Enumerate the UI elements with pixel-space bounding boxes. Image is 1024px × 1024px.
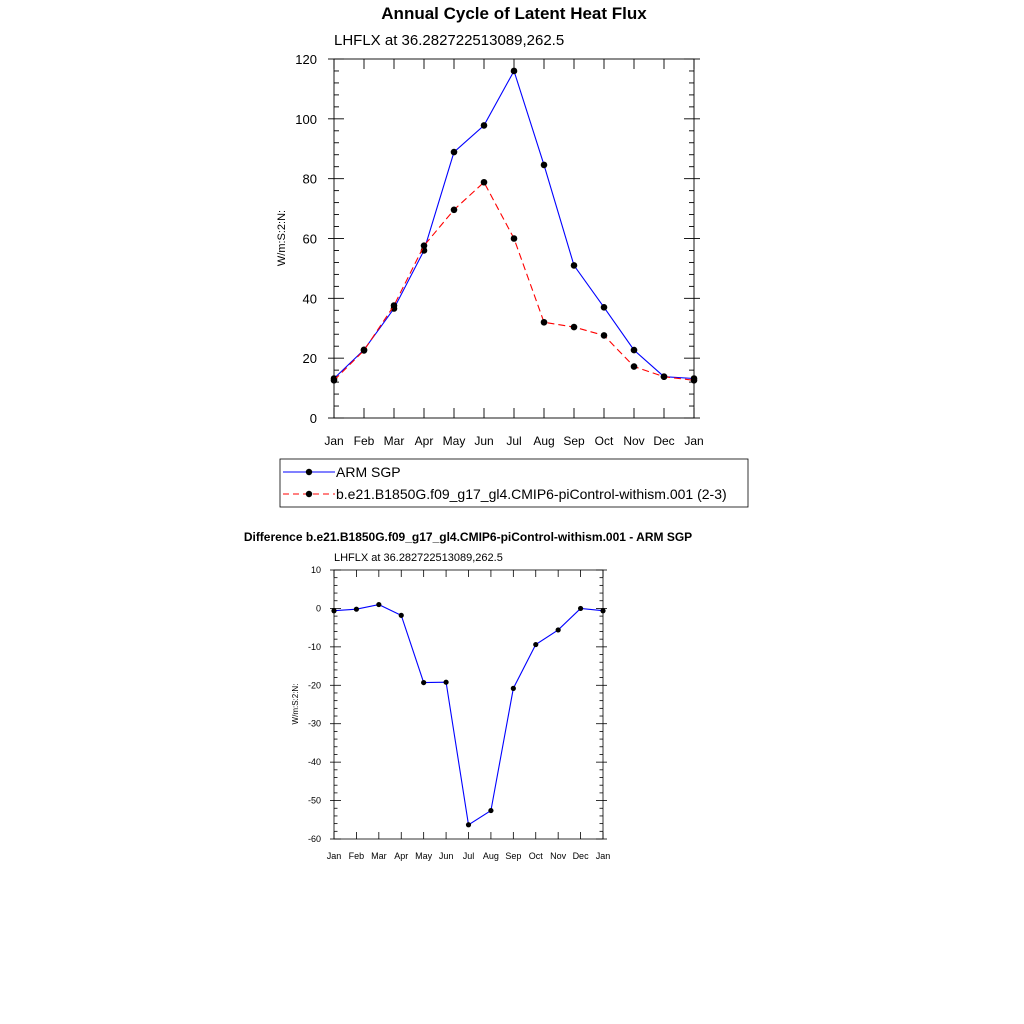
diff-xtick-label: Jul [462, 851, 475, 861]
diff-series-0-point [331, 608, 336, 613]
diff-plot-frame [334, 570, 603, 839]
main-xtick-label: Aug [533, 434, 555, 448]
main-chart-subtitle: LHFLX at 36.282722513089,262.5 [334, 32, 565, 49]
diff-xtick-label: Jan [595, 851, 611, 861]
diff-xtick-label: Dec [572, 851, 589, 861]
main-series-0-point [541, 162, 548, 169]
diff-xtick-label: Apr [394, 851, 409, 861]
diff-series-0-point [354, 607, 359, 612]
diff-chart-plot [308, 565, 610, 861]
diff-series-line-0 [334, 605, 603, 825]
diff-xtick-label: Mar [371, 851, 387, 861]
main-xtick-label: Jan [684, 434, 704, 448]
main-series-1-point [331, 377, 338, 384]
main-series-1-point [541, 319, 548, 326]
diff-ytick-label: -40 [307, 757, 321, 768]
diff-chart-subtitle: LHFLX at 36.282722513089,262.5 [334, 552, 503, 564]
main-ytick-label: 0 [309, 411, 317, 426]
main-series-1-point [571, 324, 578, 331]
main-xtick-label: Jul [506, 434, 522, 448]
legend-label-model: b.e21.B1850G.f09_g17_gl4.CMIP6-piControl-withism.001 (2-3) [336, 486, 727, 502]
main-ytick-label: 100 [295, 111, 317, 127]
diff-series-0-point [399, 613, 404, 618]
main-ytick-label: 60 [302, 231, 317, 247]
diff-series-0-point [578, 606, 583, 611]
main-xtick-label: Apr [414, 434, 434, 448]
main-chart-plot [295, 52, 703, 448]
main-xtick-label: Nov [623, 434, 645, 448]
diff-series-0-point [466, 822, 471, 827]
main-ytick-label: 80 [302, 171, 317, 187]
diff-series-0-point [533, 642, 538, 647]
main-ytick-label: 120 [295, 52, 317, 67]
main-series-1-point [691, 377, 698, 384]
diff-xtick-label: Sep [505, 851, 522, 861]
diff-ytick-label: -10 [307, 641, 321, 652]
main-series-1-point [631, 363, 638, 370]
main-series-line-0 [334, 71, 694, 379]
main-chart-ylabel: W/m:S:2:N: [276, 209, 288, 267]
diff-xtick-label: Jan [326, 851, 342, 861]
diff-series-0-point [421, 680, 426, 685]
diff-series-0-point [376, 602, 381, 607]
main-ytick-label: 40 [302, 291, 317, 307]
main-series-1-point [451, 206, 458, 213]
main-xtick-label: Dec [653, 434, 675, 448]
diff-ytick-label: -30 [307, 718, 321, 729]
legend-marker-obs [306, 469, 312, 475]
main-series-0-point [511, 68, 518, 75]
main-xtick-label: Feb [353, 434, 375, 448]
diff-xtick-label: Oct [528, 851, 543, 861]
main-xtick-label: May [442, 434, 466, 448]
main-xtick-label: Mar [383, 434, 405, 448]
main-series-0-point [571, 262, 578, 269]
main-series-0-point [631, 347, 638, 354]
diff-series-0-point [443, 680, 448, 685]
diff-xtick-label: Aug [482, 851, 499, 861]
main-series-1-point [361, 347, 368, 354]
main-series-1-point [481, 179, 488, 186]
diff-ytick-label: -50 [307, 795, 321, 806]
main-series-line-1 [334, 182, 694, 380]
legend-label-obs: ARM SGP [336, 464, 401, 480]
main-xtick-label: Oct [594, 434, 614, 448]
diff-xtick-label: Nov [550, 851, 567, 861]
diff-ytick-label: -20 [307, 680, 321, 691]
legend-entry-obs [283, 464, 401, 480]
main-xtick-label: Jun [474, 434, 494, 448]
diff-chart-title: Difference b.e21.B1850G.f09_g17_gl4.CMIP6-piControl-withism.001 - ARM SGP [243, 530, 693, 544]
main-series-1-point [661, 373, 668, 380]
main-series-1-point [511, 235, 518, 242]
main-xtick-label: Jan [324, 434, 344, 448]
legend-marker-model [306, 491, 312, 497]
legend-entry-model [283, 486, 727, 502]
diff-xtick-label: Jun [438, 851, 454, 861]
main-series-0-point [481, 122, 488, 129]
diff-chart-ylabel: W/m:S:2:N: [291, 683, 300, 725]
main-series-1-point [391, 302, 398, 309]
diff-ytick-label: -60 [307, 834, 321, 844]
diff-series-0-point [511, 686, 516, 691]
diff-series-0-point [600, 608, 605, 613]
main-series-1-point [421, 242, 428, 249]
diff-ytick-label: 10 [310, 565, 321, 575]
diff-series-0-point [488, 808, 493, 813]
main-chart-title: Annual Cycle of Latent Heat Flux [381, 4, 647, 23]
main-series-0-point [601, 304, 608, 311]
diff-ytick-label: 0 [315, 603, 321, 614]
main-series-1-point [601, 332, 608, 339]
main-series-0-point [451, 149, 458, 156]
diff-series-0-point [556, 627, 561, 632]
legend [280, 459, 748, 507]
main-ytick-label: 20 [302, 351, 317, 367]
diff-xtick-label: May [415, 851, 433, 861]
main-xtick-label: Sep [563, 434, 585, 448]
diff-xtick-label: Feb [348, 851, 365, 861]
